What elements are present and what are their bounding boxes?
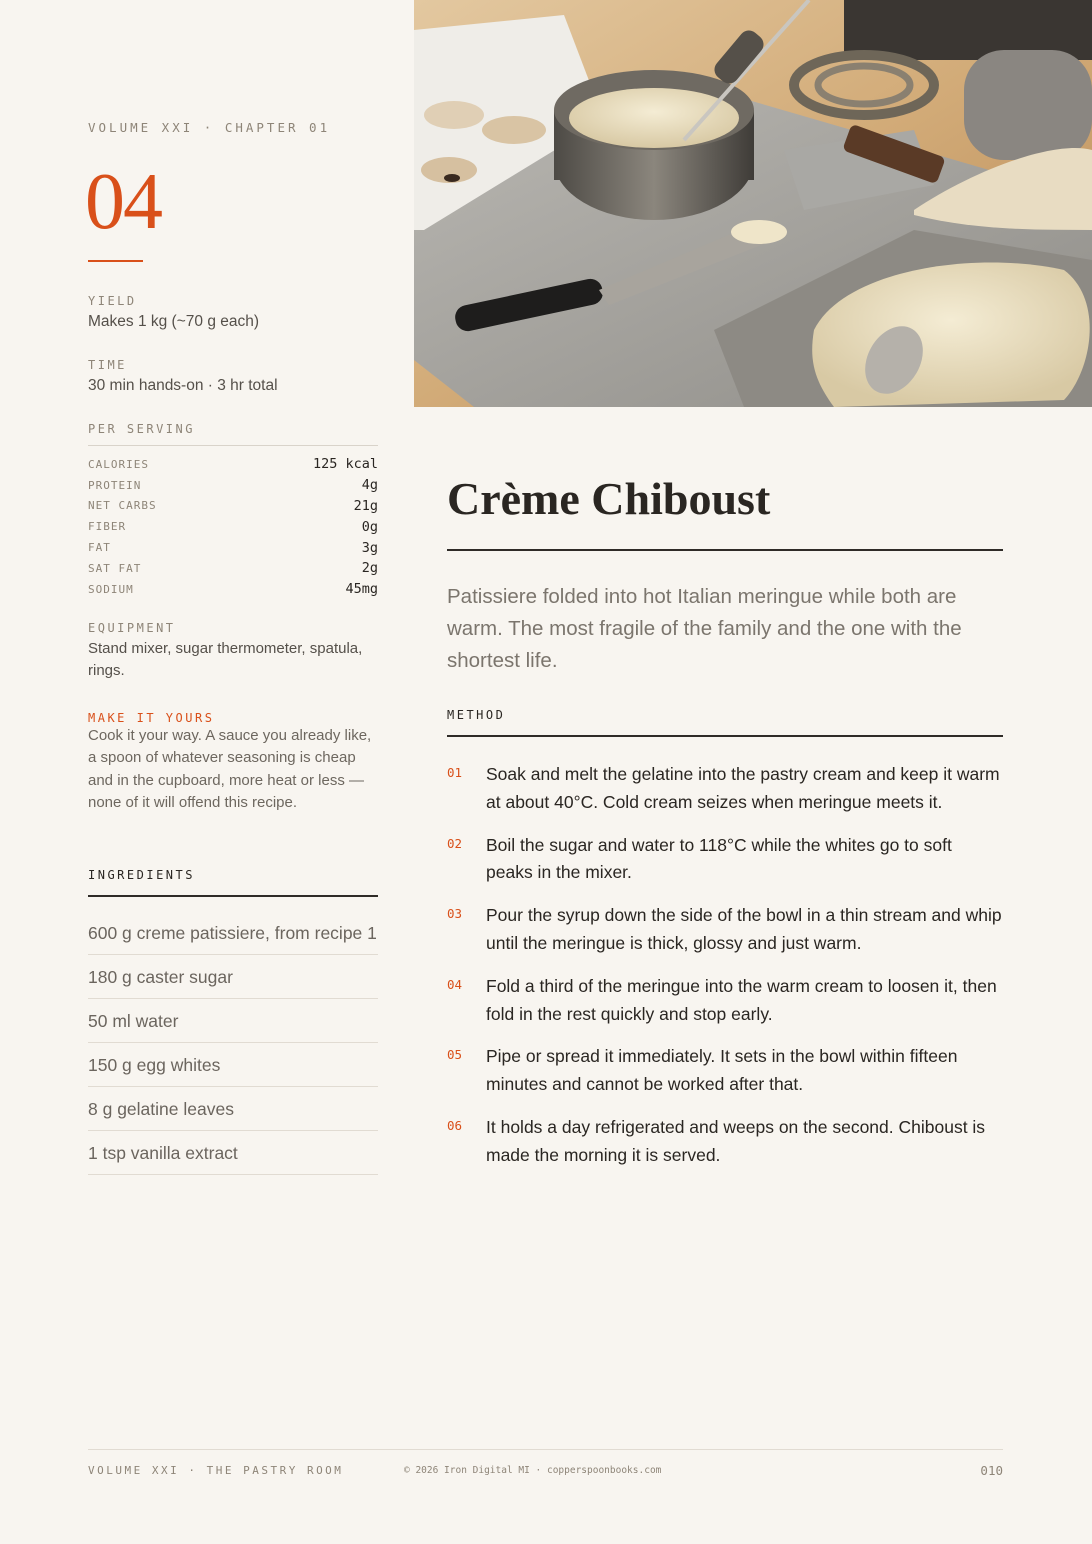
step-text: It holds a day refrigerated and weeps on the second. Chiboust is made the morning it is served. [486, 1116, 986, 1165]
chapter-number: 04 [85, 158, 161, 246]
method-step [447, 973, 1003, 1029]
yield-label: YIELD [88, 294, 137, 308]
per-serving-block [88, 422, 378, 600]
ingredients-section [88, 868, 378, 1175]
make-it-yours-label: MAKE IT YOURS [88, 711, 215, 725]
nutrition-name: SAT FAT [88, 561, 142, 575]
ingredient-item: 150 g egg whites [88, 1043, 378, 1087]
time-label: TIME [88, 358, 127, 372]
step-text: Pipe or spread it immediately. It sets in the bowl within fifteen minutes and cannot be worked after that. [486, 1046, 958, 1095]
ingredient-item: 8 g gelatine leaves [88, 1087, 378, 1131]
nutrition-value: 0g [361, 518, 378, 535]
method-step [447, 1114, 1003, 1170]
step-number: 03 [447, 906, 463, 922]
recipe-title: Crème Chiboust [447, 473, 771, 524]
nutrition-row [88, 558, 378, 579]
nutrition-name: NET CARBS [88, 499, 157, 513]
equipment-block [88, 621, 378, 682]
chapter-divider [88, 260, 143, 262]
footer-volume: VOLUME XXI · THE PASTRY ROOM [88, 1464, 344, 1477]
step-text: Pour the syrup down the side of the bowl in a thin stream and whip until the meringue is thick, glossy and just warm. [486, 905, 1002, 953]
method-step [447, 902, 1003, 958]
nutrition-row [88, 454, 378, 475]
yield-value: Makes 1 kg (~70 g each) [88, 313, 260, 330]
step-text: Boil the sugar and water to 118°C while the whites go to soft peaks in the mixer. [486, 834, 952, 883]
nutrition-name: SODIUM [88, 582, 134, 596]
per-serving-label: PER SERVING [88, 422, 378, 446]
yield-block [88, 294, 259, 333]
equipment-label: EQUIPMENT [88, 621, 176, 635]
equipment-value: Stand mixer, sugar thermometer, spatula, rings. [88, 640, 363, 679]
method-section [447, 708, 1003, 1185]
ingredient-item: 600 g creme patissiere, from recipe 1 [88, 897, 378, 955]
nutrition-row [88, 579, 378, 600]
step-number: 05 [447, 1047, 463, 1063]
ingredient-item: 180 g caster sugar [88, 955, 378, 999]
nutrition-row [88, 496, 378, 517]
nutrition-value: 45mg [345, 581, 378, 598]
hero-photo [414, 0, 1092, 407]
method-label: METHOD [447, 708, 1003, 737]
nutrition-table [88, 454, 378, 600]
method-steps [447, 761, 1003, 1170]
make-it-yours-block [88, 711, 378, 814]
nutrition-value: 125 kcal [312, 456, 378, 473]
time-block [88, 358, 278, 397]
title-divider [447, 549, 1003, 551]
step-number: 02 [447, 835, 463, 851]
method-step [447, 832, 1003, 888]
ingredient-item: 50 ml water [88, 999, 378, 1043]
step-text: Fold a third of the meringue into the warm cream to loosen it, then fold in the rest quickly and stop early. [486, 975, 997, 1024]
make-it-yours-text: Cook it your way. A sauce you already like, a spoon of whatever seasoning is cheap and in the cupboard, more heat or less — none of it will offend this recipe. [88, 727, 372, 811]
nutrition-row [88, 537, 378, 558]
nutrition-name: FIBER [88, 520, 127, 534]
nutrition-value: 2g [361, 560, 378, 577]
footer-copyright: © 2026 Iron Digital MI · copperspoonbooks.com [404, 1465, 662, 1476]
nutrition-name: CALORIES [88, 457, 149, 471]
nutrition-name: FAT [88, 541, 111, 555]
nutrition-value: 21g [353, 497, 378, 514]
recipe-intro: Patissiere folded into hot Italian meringue while both are warm. The most fragile of the family and the one with the shortest life. [447, 585, 962, 672]
nutrition-row [88, 475, 378, 496]
ingredients-list [88, 897, 378, 1175]
step-number: 01 [447, 765, 463, 780]
method-step [447, 1043, 1003, 1099]
nutrition-value: 3g [361, 539, 378, 556]
page-footer [88, 1449, 1003, 1478]
method-step [447, 761, 1003, 817]
step-text: Soak and melt the gelatine into the pastry cream and keep it warm at about 40°C. Cold cream seizes when meringue meets it. [486, 764, 1000, 812]
step-number: 04 [447, 976, 463, 992]
volume-chapter-eyebrow: VOLUME XXI · CHAPTER 01 [88, 120, 331, 135]
nutrition-row [88, 516, 378, 537]
nutrition-value: 4g [361, 477, 378, 494]
ingredient-item: 1 tsp vanilla extract [88, 1131, 378, 1175]
time-value: 30 min hands-on · 3 hr total [88, 377, 278, 394]
page-number: 010 [980, 1463, 1003, 1478]
step-number: 06 [447, 1117, 463, 1133]
nutrition-name: PROTEIN [88, 478, 142, 492]
ingredients-label: INGREDIENTS [88, 868, 378, 897]
